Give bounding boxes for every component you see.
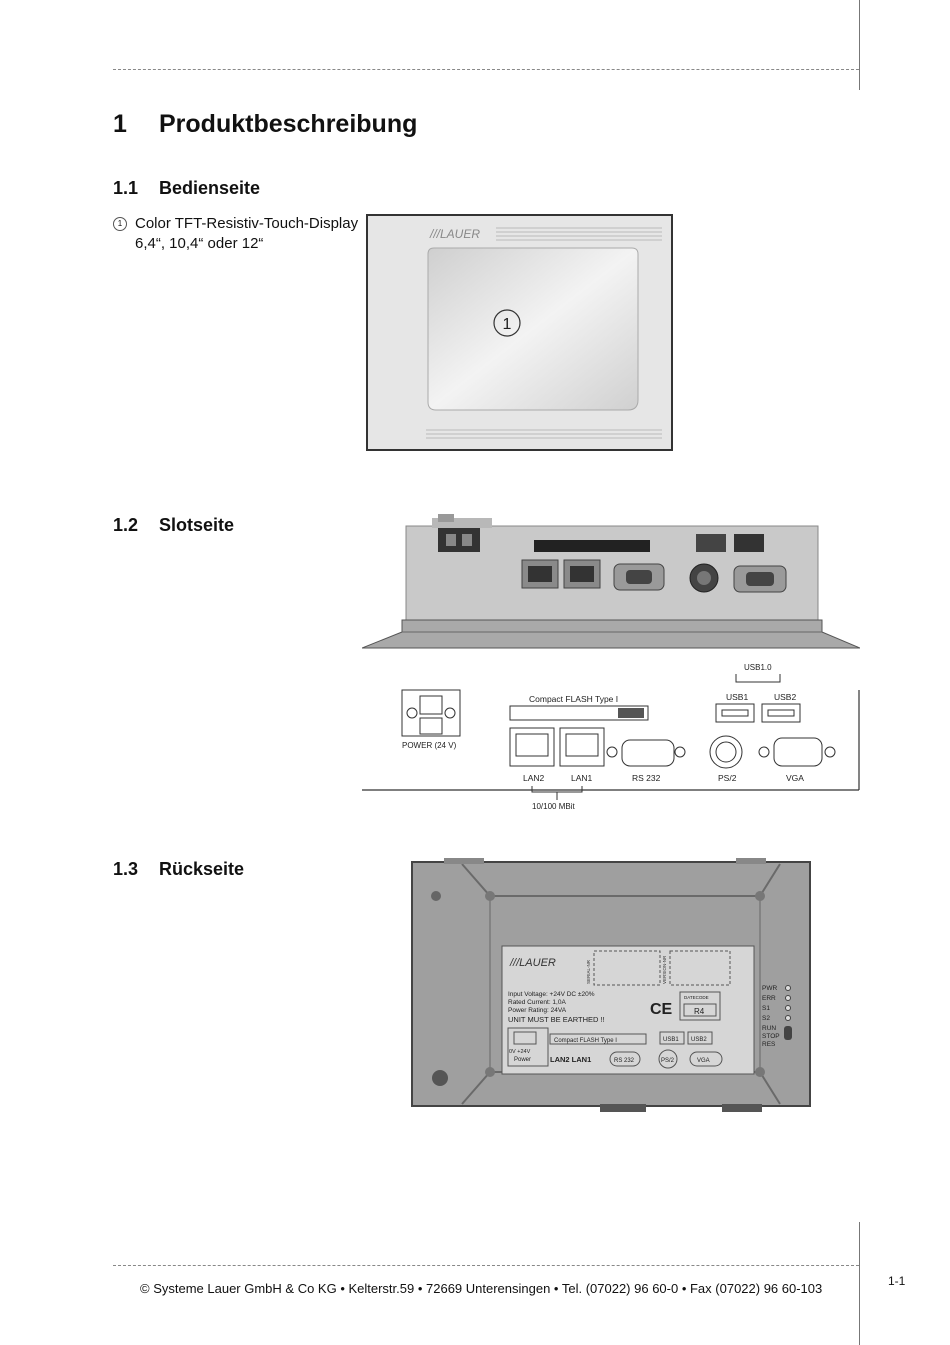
led-indicator bbox=[786, 1006, 791, 1011]
lan-speed-label: 10/100 MBit bbox=[532, 802, 575, 810]
cf-label: Compact FLASH Type I bbox=[529, 694, 619, 704]
section-number: 1.1 bbox=[113, 178, 139, 198]
footer-dashed-rule bbox=[113, 1265, 859, 1266]
callout-marker: 1 bbox=[113, 217, 127, 231]
plate-logo: ///LAUER bbox=[510, 957, 556, 969]
version-label: VERSION-NR bbox=[662, 955, 667, 984]
lan1-label: LAN1 bbox=[571, 773, 593, 783]
plate-power-pins: 0V +24V bbox=[509, 1049, 531, 1055]
led-indicator bbox=[786, 986, 791, 991]
chapter-heading bbox=[113, 110, 417, 139]
mounting-flange bbox=[362, 620, 860, 648]
section-number: 1.2 bbox=[113, 515, 139, 535]
display-description bbox=[113, 214, 358, 254]
earth-warning: UNIT MUST BE EARTHED !! bbox=[508, 1015, 605, 1024]
rs232-label: RS 232 bbox=[632, 773, 661, 783]
plate-usb2: USB2 bbox=[691, 1037, 707, 1043]
footer-text: © Systeme Lauer GmbH & Co KG • Kelterstr.59 • 72669 Unterensingen • Tel. (07022) 96 60-0 • Fax (07022) 96 60-103 bbox=[140, 1281, 823, 1296]
usb1-label: USB1 bbox=[726, 692, 749, 702]
chapter-title: Produktbeschreibung bbox=[159, 110, 418, 138]
ce-mark: CE bbox=[650, 1001, 673, 1018]
back-side-photo bbox=[410, 856, 814, 1116]
rs232-outline bbox=[622, 740, 674, 766]
chapter-number: 1 bbox=[113, 110, 127, 138]
section-title: Rückseite bbox=[159, 859, 245, 879]
vga-label: VGA bbox=[786, 773, 804, 783]
slot-side-photo bbox=[362, 512, 860, 650]
front-panel-figure bbox=[366, 214, 674, 452]
touch-screen bbox=[428, 248, 638, 410]
page-number: 1-1 bbox=[888, 1274, 906, 1288]
plate-cf-label: Compact FLASH Type I bbox=[554, 1038, 617, 1044]
power-label: POWER (24 V) bbox=[402, 741, 457, 750]
lan2-label: LAN2 bbox=[523, 773, 545, 783]
footer-margin-line bbox=[859, 1222, 860, 1345]
front-logo: ///LAUER bbox=[430, 227, 481, 241]
section-title: Slotseite bbox=[159, 515, 235, 535]
datecode-label: DATECODE bbox=[684, 995, 709, 1000]
power-rating: Power Rating: 24VA bbox=[508, 1007, 567, 1014]
led-label: PWR bbox=[762, 985, 778, 992]
plate-rs232: RS 232 bbox=[614, 1058, 635, 1064]
usb-group-label: USB1.0 bbox=[744, 663, 772, 672]
cf-slot bbox=[534, 540, 650, 552]
ps2-outline bbox=[710, 736, 742, 768]
led-label: RUN bbox=[762, 1025, 777, 1032]
led-indicator bbox=[786, 1016, 791, 1021]
section-heading-bedienseite bbox=[113, 178, 260, 199]
plate-vga: VGA bbox=[697, 1058, 710, 1064]
plate-power-label: Power bbox=[514, 1057, 532, 1063]
display-description-line1: Color TFT-Resistiv-Touch-Display bbox=[135, 215, 359, 232]
vga-outline bbox=[774, 738, 822, 766]
plate-lan-label: LAN2 LAN1 bbox=[550, 1055, 592, 1064]
usb2-label: USB2 bbox=[774, 692, 797, 702]
led-label: ERR bbox=[762, 995, 776, 1002]
section-number: 1.3 bbox=[113, 859, 139, 879]
power-connector bbox=[438, 528, 480, 552]
display-description-line2: 6,4“, 10,4“ oder 12“ bbox=[135, 235, 264, 252]
section-title: Bedienseite bbox=[159, 178, 261, 198]
datecode-value: R4 bbox=[694, 1007, 705, 1016]
callout-number: 1 bbox=[502, 316, 512, 333]
rated-current: Rated Current: 1,0A bbox=[508, 999, 566, 1006]
header-margin-line bbox=[859, 0, 860, 90]
power-connector-outline bbox=[402, 690, 460, 736]
ps2-label: PS/2 bbox=[718, 773, 737, 783]
plate-ps2: PS/2 bbox=[661, 1058, 675, 1064]
led-label: STOP bbox=[762, 1033, 780, 1040]
input-voltage: Input Voltage: +24V DC ±20% bbox=[508, 991, 595, 998]
serial-label: SERIAL-NR bbox=[586, 959, 591, 984]
led-label: RES bbox=[762, 1041, 776, 1048]
led-indicator bbox=[786, 996, 791, 1001]
plate-usb1: USB1 bbox=[663, 1037, 679, 1043]
section-heading-slotseite bbox=[113, 515, 234, 536]
led-label: S1 bbox=[762, 1005, 770, 1012]
led-label: S2 bbox=[762, 1015, 770, 1022]
section-heading-rueckseite bbox=[113, 859, 244, 880]
slot-side-drawing bbox=[362, 662, 860, 810]
header-dashed-rule bbox=[113, 69, 859, 70]
